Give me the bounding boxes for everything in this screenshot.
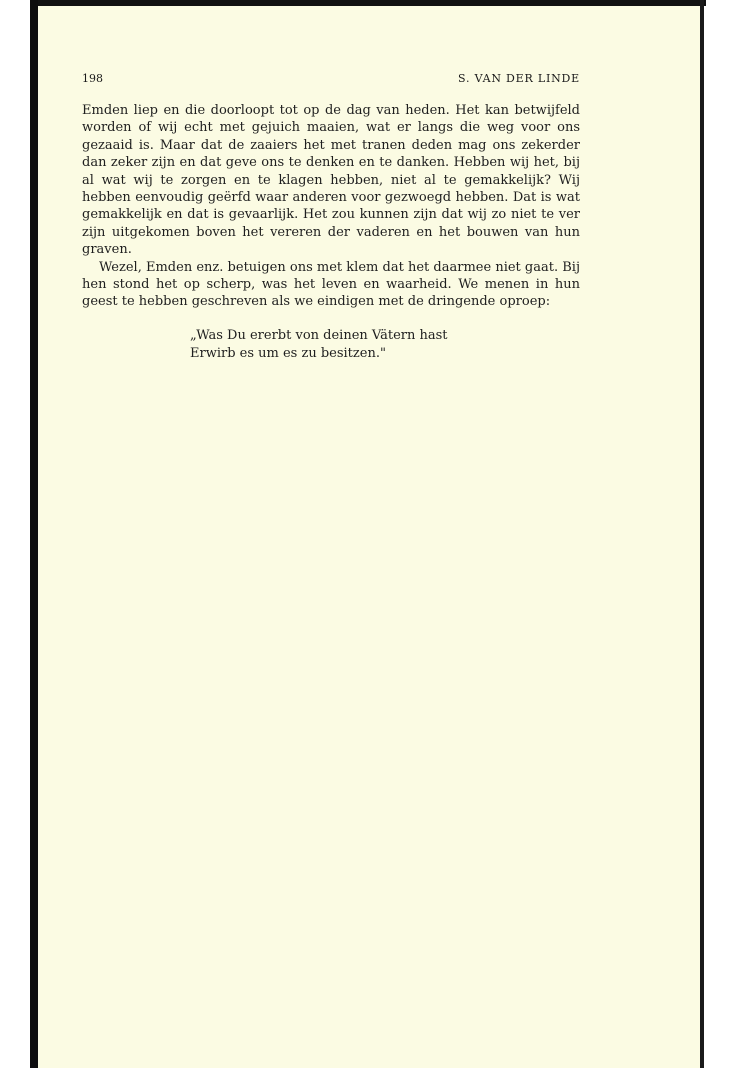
- scan-left-edge: [30, 0, 38, 1068]
- block-quote: [190, 327, 448, 363]
- quote-line-1: „Was Du ererbt von deinen Vätern hast: [190, 328, 448, 343]
- running-header: [82, 72, 580, 92]
- paragraph-2: Wezel, Emden enz. betuigen ons met klem dat het daarmee niet gaat. Bij hen stond het op scherp, was het leven en waarheid. We menen in hun geest te hebben geschreven als we eindigen met de dringende oproep:: [82, 259, 580, 310]
- body-text: [82, 102, 580, 311]
- scan-right-edge: [700, 0, 704, 1068]
- page-number: 198: [82, 72, 103, 85]
- paragraph-1: Emden liep en die doorloopt tot op de dag van heden. Het kan betwijfeld worden of wij echt met gejuich maaien, wat er langs die weg voor ons gezaaid is. Maar dat de zaaiers het met tranen deden mag ons zekerder dan zeker zijn en dat geve ons te denken en te danken. Hebben wij het, bij al wat wij te zorgen en te klagen hebben, niet al te gemakkelijk? Wij hebben eenvoudig geërfd waar anderen voor gezwoegd hebben. Dat is wat gemakkelijk en dat is gevaarlijk. Het zou kunnen zijn dat wij zo niet te ver zijn uitgekomen boven het vereren der vaderen en het bouwen van hun graven.: [82, 103, 580, 258]
- running-head-author: S. VAN DER LINDE: [458, 72, 580, 85]
- quote-line-2: Erwirb es um es zu besitzen.": [190, 346, 386, 361]
